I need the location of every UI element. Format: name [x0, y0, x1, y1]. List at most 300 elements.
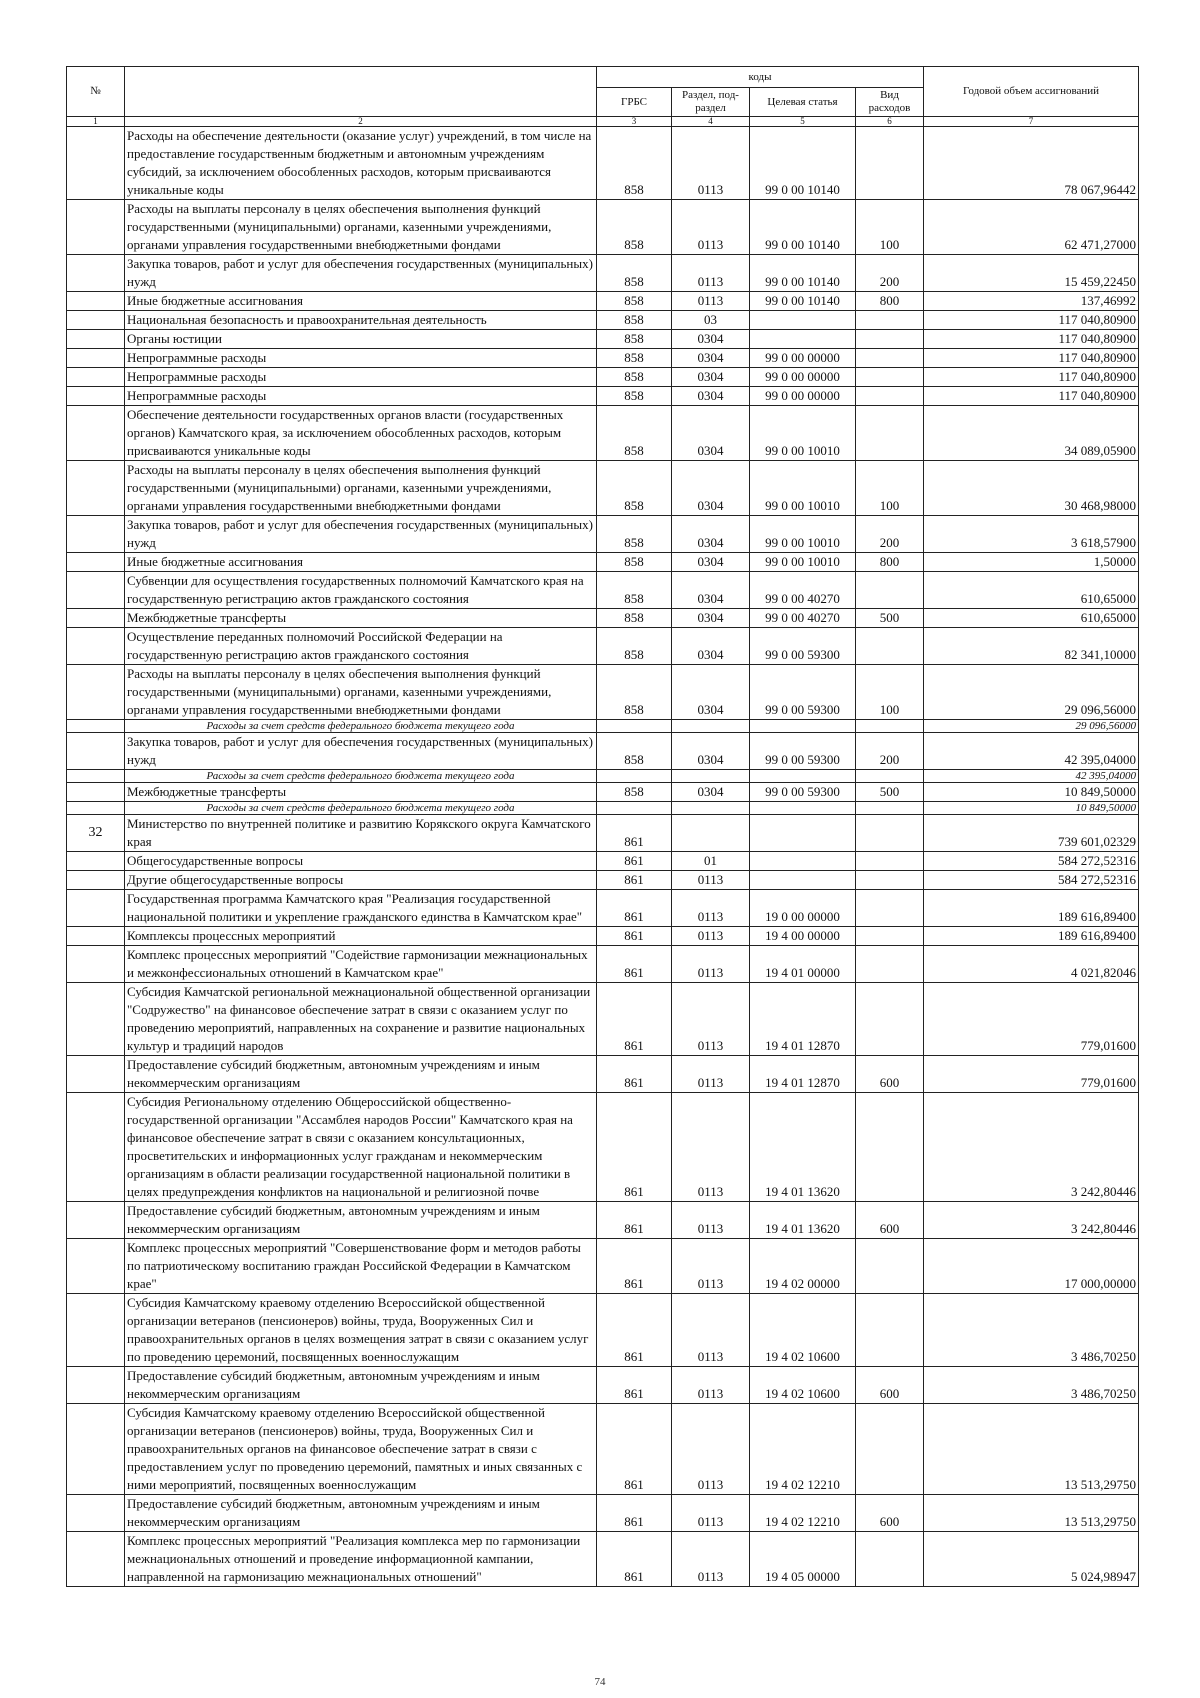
- row-amount: 137,46992: [924, 292, 1139, 311]
- row-grbs: 861: [597, 1532, 672, 1587]
- row-number: [67, 1404, 125, 1495]
- table-row: [67, 406, 1139, 461]
- table-body: [67, 127, 1139, 1587]
- row-name: Субвенции для осуществления государственных полномочий Камчатского края на государственную регистрацию актов гражданского состояния: [125, 572, 597, 609]
- row-number: [67, 1056, 125, 1093]
- row-target: [750, 311, 856, 330]
- row-razdel: 0113: [672, 871, 750, 890]
- row-target: 99 0 00 10140: [750, 127, 856, 200]
- table-row: [67, 1404, 1139, 1495]
- row-name: Закупка товаров, работ и услуг для обеспечения государственных (муниципальных) нужд: [125, 733, 597, 770]
- column-number: 7: [924, 117, 1139, 127]
- row-amount: 13 513,29750: [924, 1404, 1139, 1495]
- row-amount: 3 242,80446: [924, 1202, 1139, 1239]
- row-number: [67, 461, 125, 516]
- row-number: [67, 311, 125, 330]
- row-vid: [856, 927, 924, 946]
- row-razdel: 0304: [672, 330, 750, 349]
- row-name: Предоставление субсидий бюджетным, автономным учреждениям и иным некоммерческим организациям: [125, 1495, 597, 1532]
- row-name: Расходы на выплаты персоналу в целях обеспечения выполнения функций государственными (муниципальными) органами, казенными учреждениями, органами управления государственными внебюджетными фондами: [125, 461, 597, 516]
- row-number: [67, 783, 125, 802]
- row-grbs: 861: [597, 890, 672, 927]
- table-row: [67, 330, 1139, 349]
- row-target: 99 0 00 10010: [750, 516, 856, 553]
- table-row: [67, 890, 1139, 927]
- row-vid: [856, 802, 924, 815]
- row-name: Министерство по внутренней политике и развитию Корякского округа Камчатского края: [125, 815, 597, 852]
- table-row: [67, 553, 1139, 572]
- row-razdel: 01: [672, 852, 750, 871]
- row-name: Национальная безопасность и правоохранительная деятельность: [125, 311, 597, 330]
- row-vid: [856, 572, 924, 609]
- row-razdel: [672, 802, 750, 815]
- row-grbs: 858: [597, 516, 672, 553]
- row-amount: 3 486,70250: [924, 1367, 1139, 1404]
- page-number: 74: [594, 1676, 606, 1688]
- row-vid: 600: [856, 1495, 924, 1532]
- row-name: Закупка товаров, работ и услуг для обеспечения государственных (муниципальных) нужд: [125, 516, 597, 553]
- header-no: №: [67, 67, 125, 117]
- row-amount: 117 040,80900: [924, 368, 1139, 387]
- row-name: Государственная программа Камчатского края "Реализация государственной национальной политики и укрепление гражданского единства в Камчатском крае": [125, 890, 597, 927]
- table-row: [67, 127, 1139, 200]
- row-number: [67, 330, 125, 349]
- row-name: Осуществление переданных полномочий Российской Федерации на государственную регистрацию актов гражданского состояния: [125, 628, 597, 665]
- row-number: [67, 200, 125, 255]
- row-grbs: 861: [597, 871, 672, 890]
- row-amount: 29 096,56000: [924, 720, 1139, 733]
- row-amount: 29 096,56000: [924, 665, 1139, 720]
- table-row: [67, 609, 1139, 628]
- row-vid: 800: [856, 553, 924, 572]
- row-grbs: 861: [597, 983, 672, 1056]
- column-number: 1: [67, 117, 125, 127]
- row-target: 19 4 02 10600: [750, 1294, 856, 1367]
- header-name: [125, 67, 597, 117]
- row-razdel: [672, 770, 750, 783]
- row-target: [750, 871, 856, 890]
- row-target: 19 4 00 00000: [750, 927, 856, 946]
- row-grbs: 858: [597, 783, 672, 802]
- row-target: 99 0 00 10140: [750, 292, 856, 311]
- row-grbs: 858: [597, 665, 672, 720]
- row-target: 99 0 00 00000: [750, 387, 856, 406]
- row-amount: 3 242,80446: [924, 1093, 1139, 1202]
- row-vid: [856, 871, 924, 890]
- row-grbs: 858: [597, 330, 672, 349]
- row-vid: [856, 406, 924, 461]
- row-number: [67, 871, 125, 890]
- row-number: [67, 609, 125, 628]
- row-name: Межбюджетные трансферты: [125, 609, 597, 628]
- row-target: 99 0 00 00000: [750, 349, 856, 368]
- row-vid: [856, 127, 924, 200]
- row-grbs: 861: [597, 946, 672, 983]
- row-amount: 189 616,89400: [924, 890, 1139, 927]
- row-vid: 500: [856, 609, 924, 628]
- row-grbs: 861: [597, 1367, 672, 1404]
- row-amount: 42 395,04000: [924, 770, 1139, 783]
- row-target: [750, 330, 856, 349]
- table-row: [67, 200, 1139, 255]
- row-vid: [856, 349, 924, 368]
- row-grbs: 858: [597, 733, 672, 770]
- row-amount: 10 849,50000: [924, 783, 1139, 802]
- row-name: Субсидия Камчатскому краевому отделению Всероссийской общественной организации ветеранов (пенсионеров) войны, труда, Вооруженных Сил и правоохранительных органов на финансовое обеспечение затрат в связи с предоставлением услуг по проведению церемоний, памятных и иных связанных с ними мероприятий, посвященных военнослужащим: [125, 1404, 597, 1495]
- table-row: [67, 1056, 1139, 1093]
- row-razdel: 0304: [672, 609, 750, 628]
- row-amount: 62 471,27000: [924, 200, 1139, 255]
- table-row: [67, 1532, 1139, 1587]
- row-vid: [856, 983, 924, 1056]
- row-amount: 3 486,70250: [924, 1294, 1139, 1367]
- row-target: 19 4 02 12210: [750, 1404, 856, 1495]
- row-target: 99 0 00 40270: [750, 609, 856, 628]
- row-amount: 117 040,80900: [924, 330, 1139, 349]
- header-grbs: ГРБС: [597, 88, 672, 117]
- federal-funds-row: [67, 802, 1139, 815]
- row-number: [67, 387, 125, 406]
- row-vid: [856, 770, 924, 783]
- row-name: Непрограммные расходы: [125, 387, 597, 406]
- column-number: 4: [672, 117, 750, 127]
- header-amount: Годовой объем ассигнований: [924, 67, 1139, 117]
- row-amount: 15 459,22450: [924, 255, 1139, 292]
- row-number: [67, 1495, 125, 1532]
- row-razdel: 0113: [672, 1056, 750, 1093]
- row-number: [67, 628, 125, 665]
- row-grbs: 861: [597, 1239, 672, 1294]
- table-row: [67, 927, 1139, 946]
- header-codes: коды: [597, 67, 924, 88]
- row-amount: 739 601,02329: [924, 815, 1139, 852]
- row-target: 19 4 02 00000: [750, 1239, 856, 1294]
- row-grbs: 858: [597, 572, 672, 609]
- row-target: [750, 770, 856, 783]
- row-name: Комплекс процессных мероприятий "Совершенствование форм и методов работы по патриотическому воспитанию граждан Российской Федерации в Камчатском крае": [125, 1239, 597, 1294]
- row-razdel: 0113: [672, 1532, 750, 1587]
- row-vid: 600: [856, 1367, 924, 1404]
- row-vid: [856, 1093, 924, 1202]
- row-vid: [856, 628, 924, 665]
- row-razdel: 0113: [672, 1093, 750, 1202]
- row-number: [67, 516, 125, 553]
- row-amount: 10 849,50000: [924, 802, 1139, 815]
- table-row: [67, 461, 1139, 516]
- row-target: 19 0 00 00000: [750, 890, 856, 927]
- row-vid: [856, 1239, 924, 1294]
- row-grbs: 861: [597, 1404, 672, 1495]
- row-razdel: 0113: [672, 292, 750, 311]
- row-vid: [856, 720, 924, 733]
- row-name: Органы юстиции: [125, 330, 597, 349]
- row-target: 99 0 00 10010: [750, 553, 856, 572]
- row-name: Закупка товаров, работ и услуг для обеспечения государственных (муниципальных) нужд: [125, 255, 597, 292]
- row-number: [67, 1093, 125, 1202]
- row-target: 99 0 00 10140: [750, 255, 856, 292]
- row-target: 19 4 01 12870: [750, 983, 856, 1056]
- row-grbs: 858: [597, 311, 672, 330]
- row-razdel: 0113: [672, 983, 750, 1056]
- row-name: Общегосударственные вопросы: [125, 852, 597, 871]
- row-name: Иные бюджетные ассигнования: [125, 553, 597, 572]
- table-row: [67, 292, 1139, 311]
- row-razdel: 0304: [672, 665, 750, 720]
- row-name: Предоставление субсидий бюджетным, автономным учреждениям и иным некоммерческим организациям: [125, 1367, 597, 1404]
- row-grbs: 858: [597, 628, 672, 665]
- table-row: [67, 815, 1139, 852]
- row-grbs: 858: [597, 127, 672, 200]
- row-target: 19 4 02 12210: [750, 1495, 856, 1532]
- row-number: [67, 127, 125, 200]
- row-number: [67, 1239, 125, 1294]
- row-grbs: 861: [597, 852, 672, 871]
- row-target: [750, 720, 856, 733]
- row-target: [750, 815, 856, 852]
- row-name: Комплекс процессных мероприятий "Содействие гармонизации межнациональных и межконфессиональных отношений в Камчатском крае": [125, 946, 597, 983]
- table-row: [67, 311, 1139, 330]
- row-number: [67, 368, 125, 387]
- row-razdel: 0304: [672, 572, 750, 609]
- row-amount: 42 395,04000: [924, 733, 1139, 770]
- row-amount: 117 040,80900: [924, 311, 1139, 330]
- table-row: [67, 1367, 1139, 1404]
- row-vid: 100: [856, 200, 924, 255]
- row-name: Субсидия Камчатской региональной межнациональной общественной организации "Содружество" на финансовое обеспечение затрат в связи с оказанием услуг по проведению мероприятий, направленных на сохранение и развитие национальных культур и традиций народов: [125, 983, 597, 1056]
- row-number: [67, 255, 125, 292]
- row-amount: 30 468,98000: [924, 461, 1139, 516]
- row-number: [67, 927, 125, 946]
- row-amount: 78 067,96442: [924, 127, 1139, 200]
- row-number: [67, 1202, 125, 1239]
- row-number: [67, 733, 125, 770]
- table-row: [67, 852, 1139, 871]
- row-vid: [856, 368, 924, 387]
- table-row: [67, 665, 1139, 720]
- row-target: 99 0 00 10140: [750, 200, 856, 255]
- row-name: Непрограммные расходы: [125, 349, 597, 368]
- row-target: 99 0 00 10010: [750, 406, 856, 461]
- row-amount: 82 341,10000: [924, 628, 1139, 665]
- row-target: 19 4 01 12870: [750, 1056, 856, 1093]
- row-target: 99 0 00 59300: [750, 628, 856, 665]
- table-row: [67, 516, 1139, 553]
- row-razdel: 0113: [672, 1404, 750, 1495]
- row-target: 19 4 01 13620: [750, 1093, 856, 1202]
- row-name: Обеспечение деятельности государственных органов власти (государственных органов) Камчатского края, за исключением обособленных расходов, которым присваиваются уникальные коды: [125, 406, 597, 461]
- row-razdel: 0113: [672, 255, 750, 292]
- row-grbs: 861: [597, 1093, 672, 1202]
- row-grbs: 861: [597, 1202, 672, 1239]
- row-number: [67, 553, 125, 572]
- row-target: 19 4 05 00000: [750, 1532, 856, 1587]
- row-amount: 1,50000: [924, 553, 1139, 572]
- row-target: [750, 852, 856, 871]
- row-vid: 200: [856, 255, 924, 292]
- budget-table-page: [66, 66, 1138, 1587]
- row-vid: [856, 890, 924, 927]
- column-number: 6: [856, 117, 924, 127]
- row-grbs: 858: [597, 609, 672, 628]
- federal-funds-row: [67, 720, 1139, 733]
- row-amount: 117 040,80900: [924, 387, 1139, 406]
- row-razdel: 0304: [672, 406, 750, 461]
- column-number: 5: [750, 117, 856, 127]
- row-amount: 610,65000: [924, 572, 1139, 609]
- row-amount: 117 040,80900: [924, 349, 1139, 368]
- header-vid: Вид расходов: [856, 88, 924, 117]
- row-grbs: 858: [597, 255, 672, 292]
- row-razdel: 0304: [672, 461, 750, 516]
- row-razdel: 0304: [672, 783, 750, 802]
- row-grbs: 858: [597, 349, 672, 368]
- row-razdel: 0113: [672, 946, 750, 983]
- row-vid: 200: [856, 516, 924, 553]
- row-grbs: [597, 802, 672, 815]
- row-name: Расходы за счет средств федерального бюджета текущего года: [125, 802, 597, 815]
- row-vid: 200: [856, 733, 924, 770]
- row-grbs: [597, 720, 672, 733]
- row-name: Субсидия Камчатскому краевому отделению Всероссийской общественной организации ветеранов (пенсионеров) войны, труда, Вооруженных Сил и правоохранительных органов в целях возмещения затрат в связи с оказанием услуг по проведению церемоний, посвященных военнослужащим: [125, 1294, 597, 1367]
- row-grbs: 858: [597, 292, 672, 311]
- row-number: [67, 802, 125, 815]
- row-vid: [856, 387, 924, 406]
- row-razdel: [672, 720, 750, 733]
- row-number: [67, 770, 125, 783]
- table-header: [67, 67, 1139, 127]
- table-row: [67, 255, 1139, 292]
- row-vid: [856, 946, 924, 983]
- row-vid: [856, 311, 924, 330]
- table-row: [67, 1093, 1139, 1202]
- row-amount: 3 618,57900: [924, 516, 1139, 553]
- table-row: [67, 983, 1139, 1056]
- row-name: Другие общегосударственные вопросы: [125, 871, 597, 890]
- row-name: Расходы на обеспечение деятельности (оказание услуг) учреждений, в том числе на предоставление государственным бюджетным и автономным учреждениям субсидий, за исключением обособленных расходов, которым присваиваются уникальные коды: [125, 127, 597, 200]
- row-target: 99 0 00 59300: [750, 665, 856, 720]
- row-razdel: 0304: [672, 387, 750, 406]
- row-number: [67, 852, 125, 871]
- row-vid: 100: [856, 461, 924, 516]
- row-razdel: 0113: [672, 127, 750, 200]
- row-vid: [856, 852, 924, 871]
- row-amount: 4 021,82046: [924, 946, 1139, 983]
- row-name: Расходы за счет средств федерального бюджета текущего года: [125, 720, 597, 733]
- row-razdel: 0113: [672, 890, 750, 927]
- federal-funds-row: [67, 770, 1139, 783]
- row-amount: 17 000,00000: [924, 1239, 1139, 1294]
- row-target: 99 0 00 40270: [750, 572, 856, 609]
- row-target: 19 4 01 13620: [750, 1202, 856, 1239]
- row-name: Комплексы процессных мероприятий: [125, 927, 597, 946]
- row-target: [750, 802, 856, 815]
- row-number: [67, 292, 125, 311]
- table-row: [67, 349, 1139, 368]
- row-grbs: 858: [597, 406, 672, 461]
- header-target: Целевая статья: [750, 88, 856, 117]
- row-target: 99 0 00 00000: [750, 368, 856, 387]
- row-grbs: 861: [597, 1495, 672, 1532]
- table-row: [67, 783, 1139, 802]
- row-vid: [856, 1532, 924, 1587]
- table-row: [67, 1294, 1139, 1367]
- row-razdel: 0304: [672, 628, 750, 665]
- row-amount: 34 089,05900: [924, 406, 1139, 461]
- row-grbs: 861: [597, 815, 672, 852]
- row-vid: [856, 1404, 924, 1495]
- row-grbs: 861: [597, 927, 672, 946]
- row-name: Расходы за счет средств федерального бюджета текущего года: [125, 770, 597, 783]
- row-amount: 584 272,52316: [924, 871, 1139, 890]
- row-amount: 189 616,89400: [924, 927, 1139, 946]
- row-name: Предоставление субсидий бюджетным, автономным учреждениям и иным некоммерческим организациям: [125, 1056, 597, 1093]
- row-target: 99 0 00 59300: [750, 783, 856, 802]
- row-number: [67, 665, 125, 720]
- row-name: Расходы на выплаты персоналу в целях обеспечения выполнения функций государственными (муниципальными) органами, казенными учреждениями, органами управления государственными внебюджетными фондами: [125, 200, 597, 255]
- row-razdel: 0113: [672, 1202, 750, 1239]
- row-vid: [856, 815, 924, 852]
- row-vid: 600: [856, 1202, 924, 1239]
- row-number: [67, 1294, 125, 1367]
- row-grbs: [597, 770, 672, 783]
- header-razdel: Раздел, под-раздел: [672, 88, 750, 117]
- row-razdel: 0304: [672, 349, 750, 368]
- row-grbs: 858: [597, 553, 672, 572]
- row-target: 99 0 00 59300: [750, 733, 856, 770]
- row-name: Иные бюджетные ассигнования: [125, 292, 597, 311]
- row-grbs: 858: [597, 368, 672, 387]
- row-amount: 779,01600: [924, 1056, 1139, 1093]
- row-number: [67, 406, 125, 461]
- row-vid: [856, 1294, 924, 1367]
- table-row: [67, 368, 1139, 387]
- table-row: [67, 1495, 1139, 1532]
- row-vid: 100: [856, 665, 924, 720]
- row-vid: 800: [856, 292, 924, 311]
- row-name: Предоставление субсидий бюджетным, автономным учреждениям и иным некоммерческим организациям: [125, 1202, 597, 1239]
- row-name: Непрограммные расходы: [125, 368, 597, 387]
- row-name: Комплекс процессных мероприятий "Реализация комплекса мер по гармонизации межнациональных отношений и проведение информационной кампании, направленной на гармонизацию межнациональных отношений": [125, 1532, 597, 1587]
- table-row: [67, 628, 1139, 665]
- row-name: Межбюджетные трансферты: [125, 783, 597, 802]
- row-amount: 5 024,98947: [924, 1532, 1139, 1587]
- row-grbs: 858: [597, 461, 672, 516]
- row-amount: 779,01600: [924, 983, 1139, 1056]
- table-row: [67, 946, 1139, 983]
- row-number: [67, 572, 125, 609]
- budget-allocations-table: [66, 66, 1139, 1587]
- row-number: [67, 1367, 125, 1404]
- table-row: [67, 1202, 1139, 1239]
- row-amount: 584 272,52316: [924, 852, 1139, 871]
- row-number: 32: [67, 815, 125, 852]
- row-target: 99 0 00 10010: [750, 461, 856, 516]
- row-razdel: 0113: [672, 200, 750, 255]
- row-number: [67, 946, 125, 983]
- row-razdel: 0113: [672, 1239, 750, 1294]
- row-razdel: 0113: [672, 927, 750, 946]
- row-vid: 500: [856, 783, 924, 802]
- row-vid: [856, 330, 924, 349]
- row-razdel: 0304: [672, 553, 750, 572]
- row-razdel: [672, 815, 750, 852]
- row-grbs: 858: [597, 387, 672, 406]
- row-amount: 610,65000: [924, 609, 1139, 628]
- table-row: [67, 387, 1139, 406]
- table-row: [67, 871, 1139, 890]
- row-razdel: 0304: [672, 733, 750, 770]
- row-grbs: 861: [597, 1056, 672, 1093]
